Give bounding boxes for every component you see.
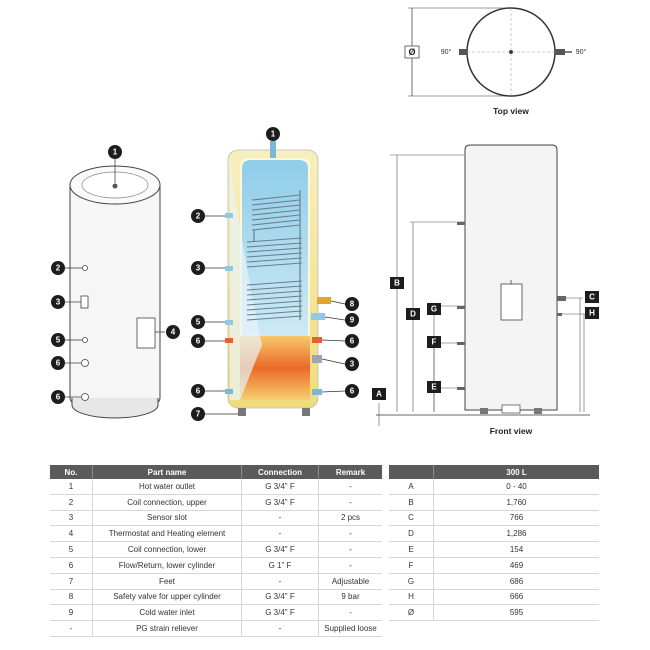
svg-text:E: E — [431, 382, 437, 392]
table-cell: Cold water inlet — [93, 605, 242, 621]
table-cell: - — [242, 510, 319, 526]
table-cell: 2 pcs — [319, 510, 383, 526]
col-connection: Connection — [242, 465, 319, 479]
table-cell: H — [389, 589, 434, 605]
table-cell: - — [319, 494, 383, 510]
table-cell: - — [319, 479, 383, 494]
angle-left-label: 90° — [440, 49, 452, 56]
parts-table-row — [50, 589, 382, 605]
svg-text:6: 6 — [349, 336, 355, 346]
svg-text:4: 4 — [170, 327, 176, 337]
dims-table-row — [389, 526, 599, 542]
svg-text:3: 3 — [349, 359, 355, 369]
svg-text:5: 5 — [195, 317, 201, 327]
top-view — [405, 8, 586, 116]
dimensions-table-body — [389, 479, 599, 621]
dim-label-d — [406, 308, 420, 320]
marker-3b-mid — [345, 357, 359, 371]
table-cell: 666 — [434, 589, 600, 605]
marker-6d-mid — [345, 384, 359, 398]
svg-text:6: 6 — [55, 358, 61, 368]
svg-text:8: 8 — [349, 299, 355, 309]
table-cell: G — [389, 573, 434, 589]
table-cell: 0 - 40 — [434, 479, 600, 494]
marker-6a-mid — [191, 334, 205, 348]
table-cell: 595 — [434, 605, 600, 621]
table-cell: Flow/Return, lower cylinder — [93, 557, 242, 573]
svg-text:B: B — [394, 278, 400, 288]
parts-table — [50, 465, 382, 637]
col-remark: Remark — [319, 465, 383, 479]
table-cell: Safety valve for upper cylinder — [93, 589, 242, 605]
marker-6a-left — [51, 356, 65, 370]
col-dim-value: 300 L — [434, 465, 600, 479]
table-cell: Feet — [93, 573, 242, 589]
table-cell: - — [50, 621, 93, 637]
table-cell: G 3/4" F — [242, 605, 319, 621]
dims-table-row — [389, 479, 599, 494]
svg-text:H: H — [589, 308, 595, 318]
table-cell: Hot water outlet — [93, 479, 242, 494]
marker-6c-mid — [345, 334, 359, 348]
parts-table-row — [50, 542, 382, 558]
table-cell: G 3/4" F — [242, 542, 319, 558]
dims-table-row — [389, 494, 599, 510]
marker-9-mid — [345, 313, 359, 327]
marker-5-mid — [191, 315, 205, 329]
marker-3-mid — [191, 261, 205, 275]
dims-table-row — [389, 542, 599, 558]
marker-8-mid — [345, 297, 359, 311]
parts-table-body — [50, 479, 382, 636]
svg-text:9: 9 — [349, 315, 355, 325]
top-view-caption: Top view — [493, 106, 529, 116]
table-cell: F — [389, 557, 434, 573]
table-cell: PG strain reliever — [93, 621, 242, 637]
table-cell: Ø — [389, 605, 434, 621]
dims-table-row — [389, 510, 599, 526]
dim-label-c — [585, 291, 599, 303]
svg-text:6: 6 — [195, 386, 201, 396]
marker-7-mid — [191, 407, 205, 421]
parts-table-row — [50, 494, 382, 510]
table-cell: Sensor slot — [93, 510, 242, 526]
table-cell: E — [389, 542, 434, 558]
dims-table-header — [389, 465, 599, 479]
front-view — [372, 145, 599, 436]
table-cell: - — [319, 542, 383, 558]
dimensions-table — [389, 465, 599, 621]
table-cell: 5 — [50, 542, 93, 558]
table-cell: Adjustable — [319, 573, 383, 589]
svg-text:A: A — [376, 389, 382, 399]
parts-table-row — [50, 605, 382, 621]
table-cell: 4 — [50, 526, 93, 542]
marker-1-mid — [266, 127, 280, 141]
table-cell: 6 — [50, 557, 93, 573]
svg-text:2: 2 — [195, 211, 201, 221]
front-view-caption: Front view — [489, 426, 533, 436]
parts-table-row — [50, 621, 382, 637]
svg-text:3: 3 — [195, 263, 201, 273]
table-cell: - — [242, 621, 319, 637]
table-cell: - — [319, 605, 383, 621]
tank-exterior-view — [51, 145, 180, 418]
marker-6b-mid — [191, 384, 205, 398]
parts-table-row — [50, 557, 382, 573]
marker-2-mid — [191, 209, 205, 223]
table-cell: 1,286 — [434, 526, 600, 542]
table-cell: - — [319, 557, 383, 573]
svg-text:G: G — [430, 304, 438, 314]
col-dim-key — [389, 465, 434, 479]
marker-6b-left — [51, 390, 65, 404]
dims-table-row — [389, 573, 599, 589]
dim-label-a — [372, 388, 386, 400]
parts-table-row — [50, 526, 382, 542]
marker-1-left — [108, 145, 122, 159]
dim-label-e — [427, 381, 441, 393]
svg-text:2: 2 — [55, 263, 61, 273]
parts-table-row — [50, 573, 382, 589]
svg-text:1: 1 — [112, 147, 118, 157]
table-cell: 766 — [434, 510, 600, 526]
svg-text:D: D — [410, 309, 416, 319]
svg-text:7: 7 — [195, 409, 201, 419]
table-cell: G 3/4" F — [242, 479, 319, 494]
diameter-label: Ø — [408, 47, 416, 57]
dim-label-h — [585, 307, 599, 319]
svg-text:6: 6 — [195, 336, 201, 346]
table-cell: - — [242, 573, 319, 589]
svg-text:3: 3 — [55, 297, 61, 307]
parts-table-row — [50, 479, 382, 494]
col-no: No. — [50, 465, 93, 479]
table-cell: 686 — [434, 573, 600, 589]
svg-text:6: 6 — [55, 392, 61, 402]
dims-table-row — [389, 557, 599, 573]
table-cell: - — [242, 526, 319, 542]
dim-label-b — [390, 277, 404, 289]
table-cell: 7 — [50, 573, 93, 589]
table-cell: D — [389, 526, 434, 542]
table-cell: 9 bar — [319, 589, 383, 605]
table-cell: Coil connection, upper — [93, 494, 242, 510]
tank-cutaway-view — [191, 127, 359, 421]
svg-text:5: 5 — [55, 335, 61, 345]
angle-right-label: 90° — [575, 49, 587, 56]
table-cell: G 3/4" F — [242, 589, 319, 605]
svg-text:6: 6 — [349, 386, 355, 396]
table-cell: Thermostat and Heating element — [93, 526, 242, 542]
table-cell: 8 — [50, 589, 93, 605]
dim-label-g — [427, 303, 441, 315]
col-part-name: Part name — [93, 465, 242, 479]
marker-2-left — [51, 261, 65, 275]
marker-5-left — [51, 333, 65, 347]
table-cell: B — [389, 494, 434, 510]
table-cell: 1 — [50, 479, 93, 494]
table-cell: - — [319, 526, 383, 542]
table-cell: 469 — [434, 557, 600, 573]
dims-table-row — [389, 605, 599, 621]
dim-label-f — [427, 336, 441, 348]
table-cell: G 3/4" F — [242, 494, 319, 510]
table-cell: 1,760 — [434, 494, 600, 510]
marker-4-left — [166, 325, 180, 339]
table-cell: G 1" F — [242, 557, 319, 573]
svg-text:1: 1 — [270, 129, 276, 139]
table-cell: Supplied loose — [319, 621, 383, 637]
table-cell: 3 — [50, 510, 93, 526]
table-cell: 154 — [434, 542, 600, 558]
marker-3-left — [51, 295, 65, 309]
table-cell: 2 — [50, 494, 93, 510]
parts-table-row — [50, 510, 382, 526]
dims-table-row — [389, 589, 599, 605]
svg-text:C: C — [589, 292, 595, 302]
table-cell: C — [389, 510, 434, 526]
parts-table-header — [50, 465, 382, 479]
table-cell: 9 — [50, 605, 93, 621]
table-cell: Coil connection, lower — [93, 542, 242, 558]
svg-text:F: F — [431, 337, 437, 347]
table-cell: A — [389, 479, 434, 494]
